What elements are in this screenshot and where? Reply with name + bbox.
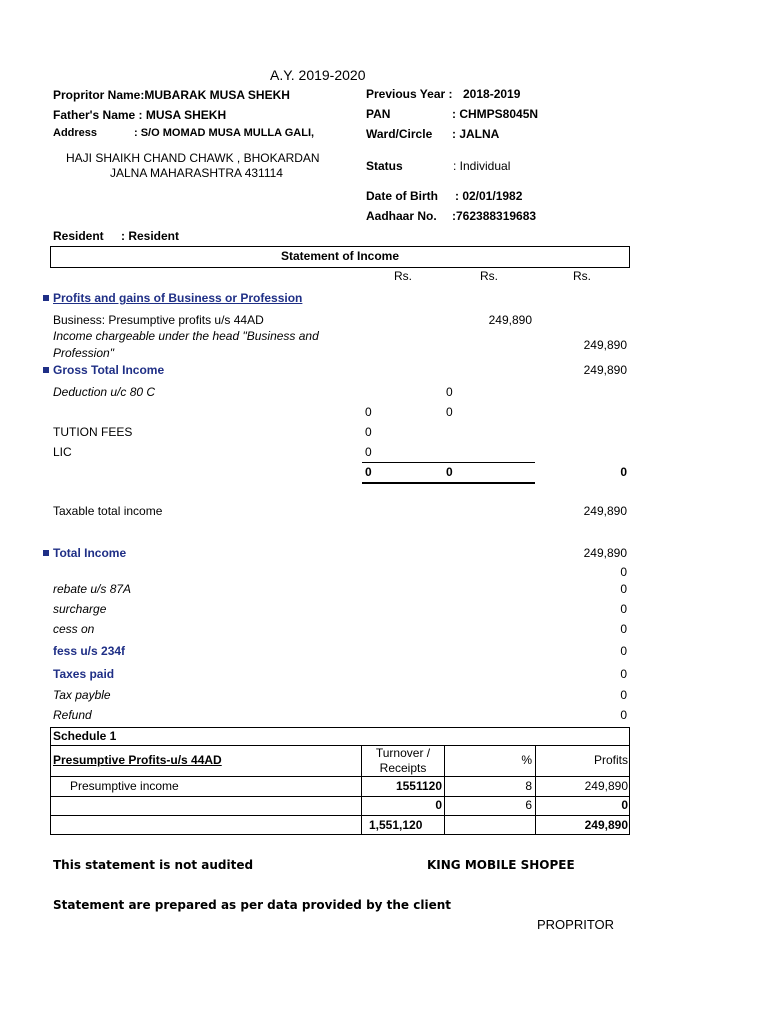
ward-value: : JALNA [452,127,500,141]
gross-total-income-label: Gross Total Income [53,363,165,377]
pan-label: PAN [366,107,391,121]
rebate-value: 0 [620,582,627,596]
status-value: : Individual [453,159,511,173]
schedule-row2-percent: 6 [525,798,532,812]
address-line-3: JALNA MAHARASHTRA 431114 [110,166,283,180]
schedule-total-profits: 249,890 [584,818,628,832]
schedule-head-percent: % [521,753,532,767]
business-value: 249,890 [488,313,532,327]
statement-heading: Statement of Income [280,249,400,263]
refund-value: 0 [620,708,627,722]
tution-fees-label: TUTION FEES [53,425,133,439]
presumptive-income-percent: 8 [525,779,532,793]
deduction-subrow-col2: 0 [446,405,453,419]
address-label: Address [53,127,98,139]
column-header-rs-1: Rs. [394,269,412,283]
status-label: Status [366,159,403,173]
resident-label: Resident [53,229,104,243]
lic-value: 0 [365,445,372,459]
address-line-2: HAJI SHAIKH CHAND CHAWK , BHOKARDAN [66,151,320,165]
address-line-1: : S/O MOMAD MUSA MULLA GALI, [134,127,315,139]
resident-value: : Resident [121,229,180,243]
dob-label: Date of Birth [366,189,438,203]
column-header-rs-3: Rs. [573,269,591,283]
income-head-line-1: Income chargeable under the head "Business and [53,329,319,343]
schedule-head-label: Presumptive Profits-u/s 44AD [53,753,222,767]
cess-label: cess on [53,622,95,636]
taxable-income-label: Taxable total income [53,504,163,518]
assessment-year-title: A.Y. 2019-2020 [270,67,366,83]
presumptive-income-turnover: 1551120 [395,779,442,793]
aadhaar-value: :762388319683 [452,209,537,223]
total-income-value: 249,890 [583,546,627,560]
income-head-line-2: Profession" [53,346,114,360]
column-header-rs-2: Rs. [480,269,498,283]
surcharge-label: surcharge [53,602,107,616]
presumptive-income-label: Presumptive income [70,779,179,793]
tution-fees-value: 0 [365,425,372,439]
taxes-paid-label: Taxes paid [53,667,115,681]
schedule-rule [50,796,630,797]
subtotal-bottom-rule [362,482,535,484]
father-name: Father's Name : MUSA SHEKH [53,108,227,122]
previous-year-label: Previous Year : [366,87,453,101]
ward-label: Ward/Circle [366,127,433,141]
bullet-icon [43,550,49,556]
schedule-total-turnover: 1,551,120 [369,818,423,832]
signatory: PROPRITOR [537,917,615,932]
lic-label: LIC [53,445,72,459]
bullet-icon [43,367,49,373]
subtotal-col1: 0 [365,465,372,479]
deduction-subrow-col1: 0 [365,405,372,419]
presumptive-income-profits: 249,890 [584,779,628,793]
deduction-label: Deduction u/c 80 C [53,385,156,399]
schedule-head-profits: Profits [593,753,628,767]
gross-total-income-value: 249,890 [583,363,627,377]
cess-value: 0 [620,622,627,636]
schedule-rule [50,815,630,816]
schedule-title: Schedule 1 [53,729,117,743]
schedule-head-turnover-2: Receipts [379,761,427,775]
schedule-rule [50,745,630,746]
schedule-rule [50,776,630,777]
tax-payable-value: 0 [620,688,627,702]
refund-label: Refund [53,708,92,722]
tax-payable-label: Tax payble [53,688,111,702]
taxable-income-value: 249,890 [583,504,627,518]
proprietor-name: Propritor Name:MUBARAK MUSA SHEKH [53,88,290,102]
shop-name: KING MOBILE SHOPEE [427,858,575,872]
subtotal-top-rule [362,462,535,463]
income-head-value: 249,890 [583,338,627,352]
deduction-value: 0 [446,385,453,399]
bullet-icon [43,295,49,301]
rebate-label: rebate u/s 87A [53,582,132,596]
schedule-row2-profits: 0 [621,798,628,812]
pan-value: : CHMPS8045N [452,107,539,121]
profits-head: Profits and gains of Business or Profession [53,291,303,305]
taxes-paid-value: 0 [620,667,627,681]
previous-year-value: 2018-2019 [463,87,521,101]
surcharge-value: 0 [620,602,627,616]
prepared-note: Statement are prepared as per data provided by the client [53,898,452,912]
fess-label: fess u/s 234f [53,644,126,658]
schedule-head-turnover-1: Turnover / [375,746,431,760]
aadhaar-label: Aadhaar No. [366,209,437,223]
tax-on-income-value: 0 [620,565,627,579]
fess-value: 0 [620,644,627,658]
subtotal-col3: 0 [620,465,627,479]
total-income-label: Total Income [53,546,127,560]
not-audited-note: This statement is not audited [53,858,254,872]
business-label: Business: Presumptive profits u/s 44AD [53,313,264,327]
dob-value: : 02/01/1982 [455,189,523,203]
schedule-row2-turnover: 0 [435,798,442,812]
subtotal-col2: 0 [446,465,453,479]
